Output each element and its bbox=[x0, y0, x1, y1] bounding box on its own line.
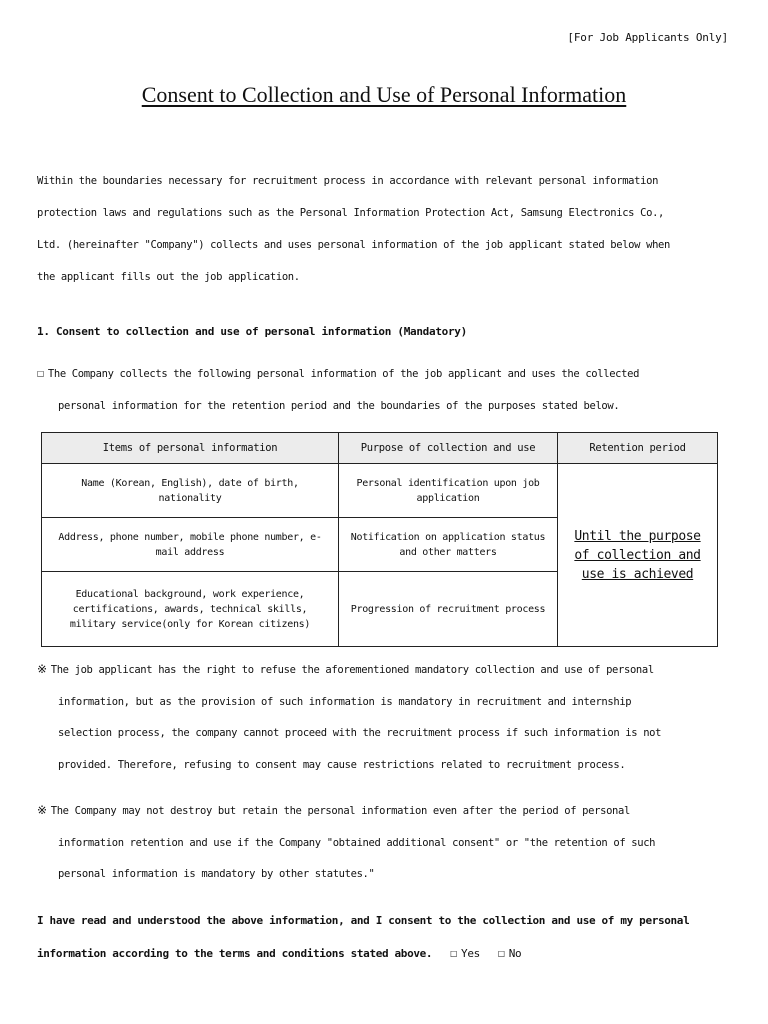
refusal-note bbox=[37, 654, 737, 781]
note-line bbox=[37, 654, 737, 687]
note-line-text: The job applicant has the right to refuse the aforementioned mandatory collection and use of personal bbox=[50, 664, 654, 676]
no-checkbox-icon[interactable]: ☐ bbox=[497, 946, 505, 960]
table-header-row bbox=[42, 433, 718, 464]
no-label: No bbox=[508, 947, 522, 960]
header-items: Items of personal information bbox=[42, 433, 339, 464]
consent-statement bbox=[37, 905, 737, 970]
header-purpose: Purpose of collection and use bbox=[339, 433, 558, 464]
yes-checkbox-icon[interactable]: ☐ bbox=[450, 946, 458, 960]
intro-line: protection laws and regulations such as the Personal Information Protection Act, Samsung Electronics Co., bbox=[37, 207, 665, 219]
header-retention: Retention period bbox=[558, 433, 718, 464]
intro-line: the applicant fills out the job application. bbox=[37, 271, 300, 283]
retention-period-cell: Until the purpose of collection and use is achieved bbox=[558, 464, 718, 647]
retention-note bbox=[37, 795, 737, 891]
note-line: personal information is mandatory by other statutes." bbox=[58, 868, 375, 880]
personal-info-table bbox=[41, 432, 718, 647]
note-mark-icon: ※ bbox=[37, 803, 47, 817]
applicants-only-tag: [For Job Applicants Only] bbox=[567, 31, 728, 44]
page-title bbox=[0, 82, 768, 108]
consent-line-text: information according to the terms and conditions stated above. bbox=[37, 947, 433, 960]
purpose-cell: Personal identification upon job application bbox=[339, 464, 558, 518]
yes-label: Yes bbox=[461, 947, 480, 960]
collection-statement bbox=[37, 358, 737, 422]
note-line: information, but as the provision of such information is mandatory in recruitment and internship bbox=[58, 695, 632, 708]
consent-yes-option[interactable] bbox=[450, 937, 480, 970]
purpose-cell: Progression of recruitment process bbox=[339, 572, 558, 647]
note-line: provided. Therefore, refusing to consent may cause restrictions related to recruitment process. bbox=[58, 758, 626, 771]
page-title-text: Consent to Collection and Use of Personal Information bbox=[141, 82, 627, 107]
note-line: selection process, the company cannot proceed with the recruitment process if such information is not bbox=[58, 727, 662, 739]
table-row bbox=[42, 464, 718, 518]
intro-paragraph bbox=[37, 165, 737, 293]
collection-line: personal information for the retention period and the boundaries of the purposes stated below. bbox=[58, 399, 620, 412]
items-cell: Educational background, work experience, certifications, awards, technical skills, military service(only for Korean citizens) bbox=[42, 572, 339, 647]
items-cell: Name (Korean, English), date of birth, nationality bbox=[42, 464, 339, 518]
items-cell: Address, phone number, mobile phone number, e-mail address bbox=[42, 518, 339, 572]
note-line: information retention and use if the Company "obtained additional consent" or "the retention of such bbox=[58, 836, 656, 849]
consent-line bbox=[37, 937, 737, 970]
collection-line bbox=[37, 358, 737, 391]
note-line-text: The Company may not destroy but retain the personal information even after the period of personal bbox=[50, 805, 630, 817]
intro-line: Ltd. (hereinafter "Company") collects and uses personal information of the job applicant stated below when bbox=[37, 239, 670, 251]
purpose-cell: Notification on application status and other matters bbox=[339, 518, 558, 572]
checkbox-icon: ☐ bbox=[37, 366, 44, 380]
consent-line: I have read and understood the above information, and I consent to the collection and use of my personal bbox=[37, 914, 690, 927]
consent-no-option[interactable] bbox=[498, 937, 521, 970]
note-mark-icon: ※ bbox=[37, 662, 47, 676]
intro-line: Within the boundaries necessary for recruitment process in accordance with relevant personal information bbox=[37, 175, 659, 187]
section1-heading: 1. Consent to collection and use of personal information (Mandatory) bbox=[37, 325, 467, 338]
collection-line-text: The Company collects the following personal information of the job applicant and uses the collected bbox=[47, 368, 640, 380]
note-line bbox=[37, 795, 737, 828]
